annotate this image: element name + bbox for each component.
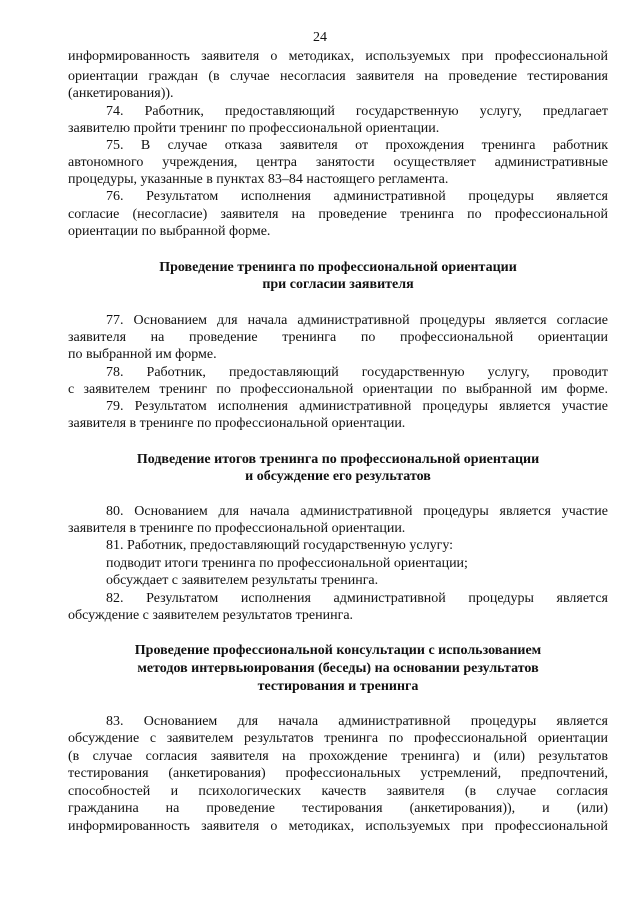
section-heading: Подведение итогов тренинга по профессиональной ориентации — [136, 452, 540, 467]
text-line: способностей и психологических качеств заявителя (в случае согласия — [68, 784, 608, 799]
text-line: заявителю пройти тренинг по профессиональной ориентации. — [68, 121, 440, 136]
text-line: 74. Работник, предоставляющий государственную услугу, предлагает — [106, 104, 608, 119]
text-line: тестирования (анкетирования) профессиональных устремлений, предпочтений, — [68, 766, 608, 781]
text-line: 83. Основанием для начала административной процедуры является — [106, 714, 608, 729]
section-heading: Проведение тренинга по профессиональной ориентации — [159, 260, 517, 275]
text-line: 79. Результатом исполнения административной процедуры является участие — [106, 399, 608, 414]
section-heading: Проведение профессиональной консультации с использованием — [134, 643, 542, 658]
text-line: с заявителем тренинг по профессиональной ориентации по выбранной им форме. — [68, 382, 608, 397]
text-line: процедуры, указанные в пунктах 83–84 настоящего регламента. — [68, 172, 449, 187]
section-heading: и обсуждение его результатов — [245, 469, 431, 484]
text-line: 81. Работник, предоставляющий государственную услугу: — [106, 538, 454, 553]
text-line: обсуждение с заявителем результатов тренинга по профессиональной ориентации — [68, 731, 608, 746]
text-line: заявителя в тренинге по профессиональной ориентации. — [68, 521, 406, 536]
section-heading: тестирования и тренинга — [257, 679, 419, 694]
text-line: 78. Работник, предоставляющий государственную услугу, проводит — [106, 365, 608, 380]
section-heading: при согласии заявителя — [262, 277, 414, 292]
text-line: информированность заявителя о методиках, используемых при профессиональной — [68, 819, 608, 834]
text-line: 77. Основанием для начала административной процедуры является согласие — [106, 313, 608, 328]
text-line: (анкетирования)). — [68, 86, 174, 101]
text-line: 76. Результатом исполнения административной процедуры является — [106, 189, 608, 204]
text-line: заявителя на проведение тренинга по профессиональной ориентации — [68, 330, 608, 345]
text-line: заявителя в тренинге по профессиональной ориентации. — [68, 416, 406, 431]
text-line: гражданина на проведение тестирования (анкетирования)), и (или) — [68, 801, 608, 816]
text-line: согласие (несогласие) заявителя на проведение тренинга по профессиональной — [68, 207, 608, 222]
text-line: (в случае согласия заявителя на прохождение тренинга) и (или) результатов — [68, 749, 608, 764]
text-line: 82. Результатом исполнения административной процедуры является — [106, 591, 608, 606]
text-line: ориентации по выбранной форме. — [68, 224, 271, 239]
text-line: автономного учреждения, центра занятости осуществляет административные — [68, 155, 608, 170]
text-line: 80. Основанием для начала административной процедуры является участие — [106, 504, 608, 519]
text-line: по выбранной им форме. — [68, 347, 217, 362]
text-line: информированность заявителя о методиках, используемых при профессиональной — [68, 49, 608, 64]
text-line: ориентации граждан (в случае несогласия заявителя на проведение тестирования — [68, 69, 608, 84]
text-line: обсуждение с заявителем результатов тренинга. — [68, 608, 354, 623]
text-line: подводит итоги тренинга по профессиональной ориентации; — [106, 556, 468, 571]
page-number: 24 — [313, 30, 327, 45]
section-heading: методов интервьюирования (беседы) на основании результатов — [137, 661, 539, 676]
text-line: 75. В случае отказа заявителя от прохождения тренинга работник — [106, 138, 608, 153]
text-line: обсуждает с заявителем результаты тренинга. — [106, 573, 379, 588]
